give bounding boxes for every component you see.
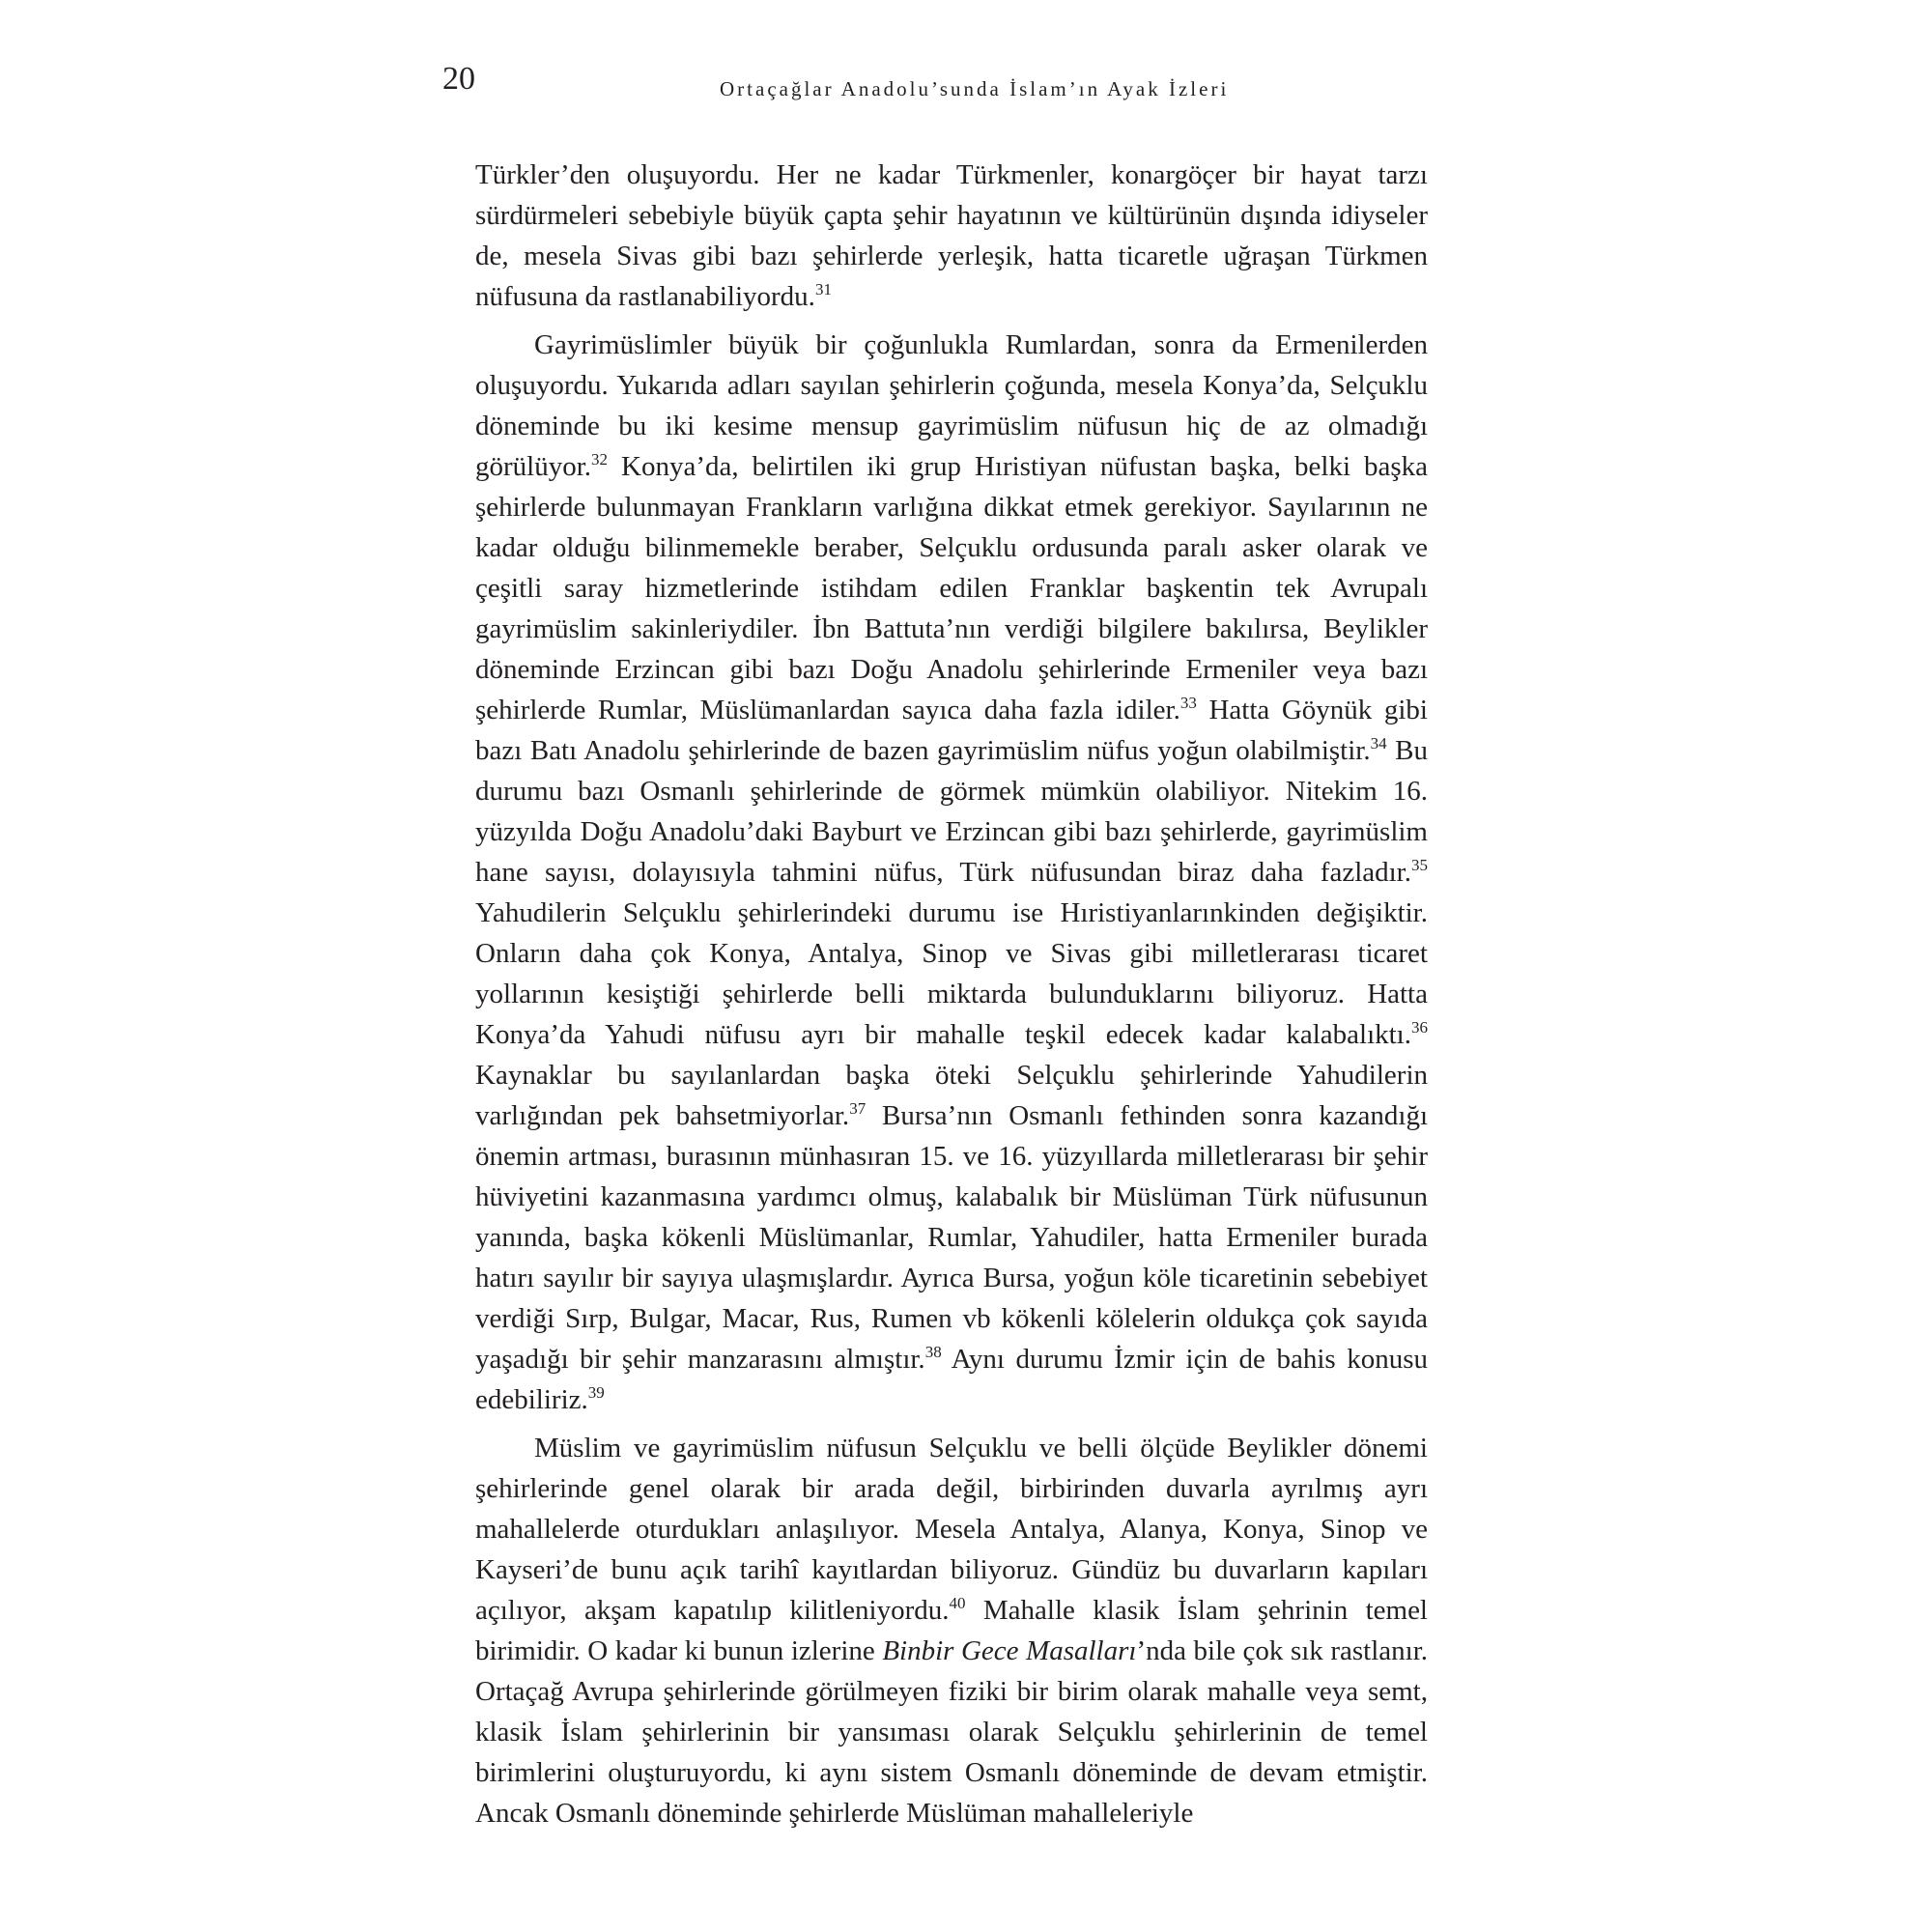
footnote-ref-34: 34: [1370, 734, 1387, 753]
paragraph-text: Bu durumu bazı Osmanlı şehirlerinde de görmek mümkün olabiliyor. Nitekim 16. yüzyılda Doğu Anadolu’daki Bayburt ve Erzincan gibi bazı şehirlerde, gayrimüslim hane sayısı, dolayısıyla tahmini nüfus, Türk nüfusundan biraz daha fazladır.: [475, 735, 1428, 888]
paragraph-text: Kaynaklar bu sayılanlardan başka öteki Selçuklu şehirlerinde Yahudilerin varlığından pek bahsetmiyorlar.: [475, 1060, 1428, 1131]
paragraph-3: [475, 1428, 1428, 1833]
paragraph-text: Gayrimüslimler büyük bir çoğunlukla Rumlardan, sonra da Ermenilerden oluşuyordu. Yukarıda adları sayılan şehirlerin çoğunda, mesela Konya’da, Selçuklu döneminde bu iki kesime mensup gayrimüslim nüfusun hiç de az olmadığı görülüyor.: [475, 329, 1428, 482]
paragraph-2: [475, 325, 1428, 1420]
footnote-ref-39: 39: [587, 1383, 605, 1402]
paragraph-text: Müslim ve gayrimüslim nüfusun Selçuklu ve belli ölçüde Beylikler dönemi şehirlerinde genel olarak bir arada değil, birbirinden duvarla ayrılmış ayrı mahallelerde oturdukları anlaşılıyor. Mesela Antalya, Alanya, Konya, Sinop ve Kayseri’de bunu açık tarihî kayıtlardan biliyoruz. Gündüz bu duvarların kapıları açılıyor, akşam kapatılıp kilitleniyordu.: [475, 1433, 1428, 1626]
paragraph-text: Mahalle klasik İslam şehrinin temel birimidir. O kadar ki bunun izlerine: [475, 1595, 1428, 1666]
footnote-ref-32: 32: [591, 450, 609, 469]
footnote-ref-33: 33: [1179, 694, 1197, 712]
paragraph-text: ’nda bile çok sık rastlanır. Ortaçağ Avrupa şehirlerinde görülmeyen fiziki bir birim olarak mahalle veya semt, klasik İslam şehirlerinin bir yansıması olarak Selçuklu şehirlerinin de temel birimlerini oluşturuyordu, ki aynı sistem Osmanlı döneminde de devam etmiştir. Ancak Osmanlı döneminde şehirlerde Müslüman mahalleleriyle: [475, 1635, 1429, 1829]
paragraph-text: Aynı durumu İzmir için de bahis konusu edebiliriz.: [475, 1344, 1428, 1415]
paragraph-text: Yahudilerin Selçuklu şehirlerindeki durumu ise Hıristiyanlarınkinden değişiktir. Onların daha çok Konya, Antalya, Sinop ve Sivas gibi milletlerarası ticaret yollarının kesiştiği şehirlerde belli miktarda bulunduklarını biliyoruz. Hatta Konya’da Yahudi nüfusu ayrı bir mahalle teşkil edecek kadar kalabalıktı.: [475, 897, 1428, 1050]
footnote-ref-31: 31: [814, 280, 832, 298]
page-number: 20: [442, 61, 475, 97]
paragraph-text: Konya’da, belirtilen iki grup Hıristiyan nüfustan başka, belki başka şehirlerde bulunmayan Frankların varlığına dikkat etmek gerekiyor. Sayılarının ne kadar olduğu bilinmemekle beraber, Selçuklu ordusunda paralı asker olarak ve çeşitli saray hizmetlerinde istihdam edilen Franklar başkentin tek Avrupalı gayrimüslim sakinleriydiler. İbn Battuta’nın verdiği bilgilere bakılırsa, Beylikler döneminde Erzincan gibi bazı Doğu Anadolu şehirlerinde Ermeniler veya bazı şehirlerde Rumlar, Müslümanlardan sayıca daha fazla idiler.: [475, 451, 1428, 725]
paragraph-text: Türkler’den oluşuyordu. Her ne kadar Türkmenler, konargöçer bir hayat tarzı sürdürmeleri sebebiyle büyük çapta şehir hayatının ve kültürünün dışında idiyseler de, mesela Sivas gibi bazı şehirlerde yerleşik, hatta ticaretle uğraşan Türkmen nüfusuna da rastlanabiliyordu.: [475, 159, 1428, 312]
footnote-ref-36: 36: [1411, 1018, 1428, 1037]
footnote-ref-38: 38: [924, 1343, 942, 1361]
footnote-ref-40: 40: [949, 1594, 966, 1612]
running-head-title: Ortaçağlar Anadolu’sunda İslam’ın Ayak İzleri: [720, 77, 1230, 100]
paragraph-text: Hatta Göynük gibi bazı Batı Anadolu şehirlerinde de bazen gayrimüslim nüfus yoğun olabilmiştir.: [475, 695, 1428, 766]
body-text: [475, 155, 1428, 1833]
book-title-italic: Binbir Gece Masalları: [882, 1635, 1137, 1666]
footnote-ref-37: 37: [849, 1099, 867, 1118]
paragraph-1: [475, 155, 1428, 317]
paragraph-text: Bursa’nın Osmanlı fethinden sonra kazandığı önemin artması, burasının münhasıran 15. ve 16. yüzyıllarda milletlerarası bir şehir hüviyetini kazanmasına yardımcı olmuş, kalabalık bir Müslüman Türk nüfusunun yanında, başka kökenli Müslümanlar, Rumlar, Yahudiler, hatta Ermeniler burada hatırı sayılır bir sayıya ulaşmışlardır. Ayrıca Bursa, yoğun köle ticaretinin sebebiyet verdiği Sırp, Bulgar, Macar, Rus, Rumen vb kökenli kölelerin oldukça çok sayıda yaşadığı bir şehir manzarasını almıştır.: [475, 1100, 1428, 1375]
footnote-ref-35: 35: [1411, 856, 1428, 874]
